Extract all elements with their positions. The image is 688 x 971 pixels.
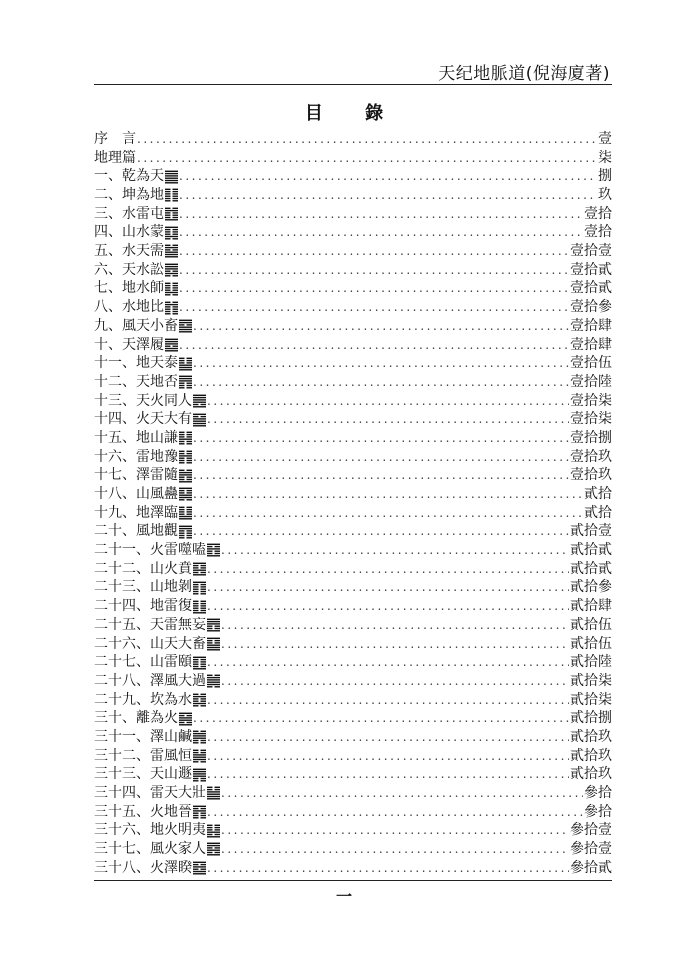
toc-entry-name-group xyxy=(136,709,192,728)
dot-leader xyxy=(179,167,597,186)
toc-entry-name: 離為火 xyxy=(136,710,178,727)
toc-entry-page: 貳拾壹 xyxy=(570,523,612,540)
toc-entry xyxy=(94,392,612,411)
page-number: 一 xyxy=(335,887,352,906)
toc-entry-page: 參拾 xyxy=(584,785,612,802)
toc-entry-name: 天水訟 xyxy=(122,261,164,278)
toc-entry-page: 壹拾陸 xyxy=(570,373,612,390)
hexagram-icon xyxy=(193,656,206,670)
toc-entry-number: 八、 xyxy=(94,299,122,316)
toc-entry-name-group xyxy=(122,205,178,224)
hexagram-icon xyxy=(193,600,206,614)
toc-entry-number: 地理篇 xyxy=(94,149,136,166)
toc-entry-name-group xyxy=(122,167,178,186)
dot-leader xyxy=(207,578,569,597)
toc-entry-name: 山地剝 xyxy=(150,579,192,596)
hexagram-icon xyxy=(193,805,206,819)
toc-entry-name-group xyxy=(122,242,178,261)
toc-entry-name: 水雷屯 xyxy=(122,205,164,222)
toc-entry-name: 澤山鹹 xyxy=(150,728,192,745)
toc-entry-number: 七、 xyxy=(94,280,122,297)
toc-entry-number: 二十、 xyxy=(94,523,136,540)
toc-entry-name-group xyxy=(136,354,192,373)
toc-entry xyxy=(94,541,612,560)
hexagram-icon xyxy=(207,786,220,800)
toc-entry-name-group xyxy=(150,541,220,560)
toc-entry xyxy=(94,280,612,299)
table-of-contents xyxy=(94,130,612,878)
toc-entry-name: 天火同人 xyxy=(136,392,192,409)
toc-entry-number: 二十七、 xyxy=(94,654,150,671)
toc-entry-page: 貳拾玖 xyxy=(570,728,612,745)
toc-entry-name: 雷地豫 xyxy=(136,448,178,465)
toc-entry xyxy=(94,765,612,784)
toc-entry xyxy=(94,261,612,280)
toc-entry-number: 四、 xyxy=(94,224,122,241)
toc-entry-name-group xyxy=(150,840,220,859)
toc-entry-number: 十五、 xyxy=(94,429,136,446)
dot-leader xyxy=(207,765,569,784)
toc-entry-page: 貳拾玖 xyxy=(570,747,612,764)
dot-leader xyxy=(221,635,569,654)
hexagram-icon xyxy=(193,749,206,763)
toc-entry-name: 山雷頤 xyxy=(150,654,192,671)
toc-entry-page: 貳拾柒 xyxy=(570,691,612,708)
dot-leader xyxy=(179,298,569,317)
dot-leader xyxy=(193,448,569,467)
hexagram-icon xyxy=(165,207,178,221)
hexagram-icon xyxy=(193,413,206,427)
toc-entry-name-group xyxy=(150,765,206,784)
hexagram-icon xyxy=(207,543,220,557)
hexagram-icon xyxy=(193,768,206,782)
toc-entry-name-group xyxy=(150,672,220,691)
toc-entry xyxy=(94,466,612,485)
dot-leader xyxy=(137,130,597,149)
toc-entry-page: 玖 xyxy=(598,187,612,204)
toc-entry xyxy=(94,653,612,672)
toc-entry-page: 壹拾貳 xyxy=(570,261,612,278)
toc-entry xyxy=(94,635,612,654)
hexagram-icon xyxy=(179,506,192,520)
toc-entry xyxy=(94,130,612,149)
toc-entry-name-group xyxy=(122,336,178,355)
toc-entry xyxy=(94,317,612,336)
toc-entry xyxy=(94,167,612,186)
toc-entry-number: 三十一、 xyxy=(94,728,150,745)
dot-leader xyxy=(193,354,569,373)
dot-leader xyxy=(179,242,569,261)
toc-entry-name-group xyxy=(150,728,206,747)
toc-entry-name: 乾為天 xyxy=(122,168,164,185)
toc-entry xyxy=(94,336,612,355)
toc-entry-number: 十九、 xyxy=(94,504,136,521)
dot-leader xyxy=(207,691,569,710)
toc-entry-name: 雷天大壯 xyxy=(150,785,206,802)
toc-entry-number: 六、 xyxy=(94,261,122,278)
toc-entry-number: 三十七、 xyxy=(94,841,150,858)
hexagram-icon xyxy=(193,861,206,875)
toc-entry-name: 澤雷隨 xyxy=(136,467,178,484)
toc-entry-page: 貳拾捌 xyxy=(570,710,612,727)
hexagram-icon xyxy=(179,712,192,726)
toc-entry-page: 參拾 xyxy=(584,803,612,820)
dot-leader xyxy=(207,410,569,429)
toc-entry-name-group xyxy=(150,821,220,840)
toc-entry-name-group xyxy=(150,635,220,654)
toc-entry-name: 山風蠱 xyxy=(136,486,178,503)
toc-entry xyxy=(94,691,612,710)
hexagram-icon xyxy=(165,263,178,277)
toc-entry-page: 柒 xyxy=(598,149,612,166)
dot-leader xyxy=(179,279,569,298)
hexagram-icon xyxy=(207,637,220,651)
toc-entry-name: 火澤睽 xyxy=(150,859,192,876)
hexagram-icon xyxy=(179,375,192,389)
toc-entry-name: 山水蒙 xyxy=(122,224,164,241)
toc-entry-name-group xyxy=(150,616,220,635)
toc-entry-page: 貳拾肆 xyxy=(570,598,612,615)
toc-entry-name: 火地晉 xyxy=(150,803,192,820)
hexagram-icon xyxy=(165,188,178,202)
toc-entry-page: 壹拾肆 xyxy=(570,317,612,334)
hexagram-icon xyxy=(193,581,206,595)
toc-entry-number: 二十三、 xyxy=(94,579,150,596)
toc-entry-number: 三十八、 xyxy=(94,859,150,876)
dot-leader xyxy=(137,149,597,168)
toc-entry-number: 三十六、 xyxy=(94,822,150,839)
toc-title: 目 錄 xyxy=(304,103,402,124)
dot-leader xyxy=(221,784,583,803)
toc-entry-number: 三、 xyxy=(94,205,122,222)
toc-entry-name: 山天大畜 xyxy=(150,635,206,652)
dot-leader xyxy=(221,541,569,560)
toc-entry-name-group xyxy=(136,392,206,411)
toc-entry-page: 壹拾捌 xyxy=(570,429,612,446)
hexagram-icon xyxy=(207,618,220,632)
dot-leader xyxy=(207,728,569,747)
toc-entry-name-group xyxy=(122,317,192,336)
toc-entry-name-group xyxy=(122,223,178,242)
toc-entry-number: 二十二、 xyxy=(94,560,150,577)
toc-entry-page: 壹拾壹 xyxy=(570,243,612,260)
toc-entry-page: 壹拾玖 xyxy=(570,448,612,465)
toc-entry-name: 雷風恒 xyxy=(150,747,192,764)
toc-entry-number: 十一、 xyxy=(94,355,136,372)
toc-entry-name: 風地觀 xyxy=(136,523,178,540)
toc-entry-name-group xyxy=(150,747,206,766)
hexagram-icon xyxy=(179,469,192,483)
dot-leader xyxy=(207,597,569,616)
toc-entry-name-group xyxy=(136,410,206,429)
toc-entry xyxy=(94,803,612,822)
toc-entry xyxy=(94,616,612,635)
toc-entry-name-group xyxy=(136,373,192,392)
hexagram-icon xyxy=(207,842,220,856)
dot-leader xyxy=(193,466,569,485)
toc-entry-page: 參拾壹 xyxy=(570,841,612,858)
toc-entry-number: 三十五、 xyxy=(94,803,150,820)
hexagram-icon xyxy=(179,487,192,501)
hexagram-icon xyxy=(193,730,206,744)
toc-entry-name-group xyxy=(122,279,178,298)
toc-entry xyxy=(94,597,612,616)
toc-entry-name: 水地比 xyxy=(122,299,164,316)
dot-leader xyxy=(207,859,569,878)
toc-entry-name-group xyxy=(136,485,192,504)
toc-entry-page: 壹拾 xyxy=(584,224,612,241)
toc-entry-name: 天澤履 xyxy=(122,336,164,353)
dot-leader xyxy=(193,373,569,392)
toc-entry-page: 參拾貳 xyxy=(570,859,612,876)
hexagram-icon xyxy=(193,693,206,707)
toc-entry-page: 壹拾貳 xyxy=(570,280,612,297)
toc-entry xyxy=(94,205,612,224)
toc-entry-name: 地雷復 xyxy=(150,598,192,615)
toc-entry-number: 九、 xyxy=(94,317,122,334)
toc-entry-name-group xyxy=(150,691,206,710)
toc-entry-name: 風天小畜 xyxy=(122,317,178,334)
toc-entry-page: 貳拾陸 xyxy=(570,654,612,671)
toc-entry-page: 貳拾貳 xyxy=(570,542,612,559)
hexagram-icon xyxy=(193,562,206,576)
toc-entry-page: 壹拾玖 xyxy=(570,467,612,484)
toc-entry-name-group xyxy=(150,578,206,597)
toc-entry-name-group xyxy=(122,186,178,205)
toc-entry-number: 三十二、 xyxy=(94,747,150,764)
toc-entry-page: 貳拾玖 xyxy=(570,766,612,783)
toc-entry-number: 十、 xyxy=(94,336,122,353)
toc-entry-name: 地山謙 xyxy=(136,429,178,446)
toc-entry-name-group xyxy=(150,859,206,878)
toc-entry-name: 天山遯 xyxy=(150,766,192,783)
toc-entry xyxy=(94,579,612,598)
toc-entry xyxy=(94,672,612,691)
toc-entry-number: 十四、 xyxy=(94,411,136,428)
toc-entry-number: 十三、 xyxy=(94,392,136,409)
dot-leader xyxy=(207,747,569,766)
toc-entry xyxy=(94,485,612,504)
toc-entry-name: 坎為水 xyxy=(150,691,192,708)
toc-entry-name-group xyxy=(136,466,192,485)
toc-entry xyxy=(94,859,612,878)
toc-entry-number: 二十一、 xyxy=(94,542,150,559)
toc-entry-name: 坤為地 xyxy=(122,187,164,204)
dot-leader xyxy=(179,261,569,280)
header-rule xyxy=(94,84,612,85)
dot-leader xyxy=(207,653,569,672)
dot-leader xyxy=(179,223,583,242)
dot-leader xyxy=(179,186,597,205)
toc-entry-name-group xyxy=(136,448,192,467)
toc-entry-name-group xyxy=(150,784,220,803)
dot-leader xyxy=(207,560,569,579)
hexagram-icon xyxy=(179,357,192,371)
toc-entry-page: 壹拾柒 xyxy=(570,411,612,428)
toc-entry-name: 風火家人 xyxy=(150,841,206,858)
hexagram-icon xyxy=(165,244,178,258)
toc-entry-number: 二十四、 xyxy=(94,598,150,615)
dot-leader xyxy=(179,336,569,355)
toc-entry-page: 壹拾伍 xyxy=(570,355,612,372)
dot-leader xyxy=(207,803,583,822)
dot-leader xyxy=(179,205,583,224)
book-title: 天纪地脈道(倪海廈著) xyxy=(438,64,610,84)
toc-entry-name: 地澤臨 xyxy=(136,504,178,521)
hexagram-icon xyxy=(165,338,178,352)
toc-entry-number: 十七、 xyxy=(94,467,136,484)
dot-leader xyxy=(193,504,583,523)
toc-entry xyxy=(94,840,612,859)
toc-entry xyxy=(94,223,612,242)
toc-entry-name: 山火賁 xyxy=(150,560,192,577)
hexagram-icon xyxy=(179,431,192,445)
toc-entry-name: 水天需 xyxy=(122,243,164,260)
toc-entry-number: 二、 xyxy=(94,187,122,204)
toc-entry-name-group xyxy=(122,298,178,317)
toc-entry-number: 十二、 xyxy=(94,373,136,390)
toc-entry-number: 二十五、 xyxy=(94,616,150,633)
toc-entry-name-group xyxy=(122,261,178,280)
toc-entry-name-group xyxy=(136,429,192,448)
toc-entry-page: 參拾壹 xyxy=(570,822,612,839)
toc-entry xyxy=(94,821,612,840)
toc-entry xyxy=(94,728,612,747)
toc-entry-page: 壹拾 xyxy=(584,205,612,222)
toc-entry-number: 二十六、 xyxy=(94,635,150,652)
hexagram-icon xyxy=(179,319,192,333)
toc-entry-page: 貳拾 xyxy=(584,486,612,503)
toc-entry-name: 地天泰 xyxy=(136,355,178,372)
hexagram-icon xyxy=(207,674,220,688)
toc-entry xyxy=(94,522,612,541)
hexagram-icon xyxy=(179,525,192,539)
toc-entry-page: 壹 xyxy=(598,130,612,147)
toc-entry-number: 序 言 xyxy=(94,130,136,147)
toc-entry-name: 天地否 xyxy=(136,373,178,390)
toc-entry xyxy=(94,149,612,168)
toc-entry xyxy=(94,410,612,429)
hexagram-icon xyxy=(165,282,178,296)
toc-entry-name: 天雷無妄 xyxy=(150,616,206,633)
toc-entry-number: 三十、 xyxy=(94,710,136,727)
dot-leader xyxy=(221,840,569,859)
toc-entry-name-group xyxy=(150,653,206,672)
toc-entry-number: 三十四、 xyxy=(94,785,150,802)
toc-entry-number: 二十九、 xyxy=(94,691,150,708)
toc-entry-page: 貳拾貳 xyxy=(570,560,612,577)
dot-leader xyxy=(193,317,569,336)
toc-entry-number: 五、 xyxy=(94,243,122,260)
toc-entry-name-group xyxy=(150,560,206,579)
toc-entry-number: 一、 xyxy=(94,168,122,185)
toc-entry xyxy=(94,373,612,392)
toc-entry-name-group xyxy=(136,504,192,523)
toc-entry-number: 二十八、 xyxy=(94,672,150,689)
toc-entry-number: 十八、 xyxy=(94,486,136,503)
toc-entry-page: 貳拾柒 xyxy=(570,672,612,689)
toc-entry-number: 三十三、 xyxy=(94,766,150,783)
toc-entry xyxy=(94,354,612,373)
dot-leader xyxy=(221,672,569,691)
toc-entry xyxy=(94,298,612,317)
toc-entry-page: 壹拾肆 xyxy=(570,336,612,353)
dot-leader xyxy=(221,616,569,635)
hexagram-icon xyxy=(193,394,206,408)
toc-entry xyxy=(94,448,612,467)
toc-entry xyxy=(94,504,612,523)
dot-leader xyxy=(221,821,569,840)
toc-entry-name: 火雷噬嗑 xyxy=(150,542,206,559)
toc-entry-page: 貳拾參 xyxy=(570,579,612,596)
toc-entry-page: 貳拾伍 xyxy=(570,635,612,652)
toc-entry-name: 地火明夷 xyxy=(150,822,206,839)
toc-entry xyxy=(94,560,612,579)
toc-entry-name: 澤風大過 xyxy=(150,672,206,689)
toc-entry xyxy=(94,709,612,728)
footer-rule xyxy=(94,880,612,881)
toc-entry xyxy=(94,747,612,766)
dot-leader xyxy=(193,485,583,504)
toc-entry-page: 貳拾伍 xyxy=(570,616,612,633)
toc-entry-name: 地水師 xyxy=(122,280,164,297)
dot-leader xyxy=(207,392,569,411)
toc-entry-name-group xyxy=(136,522,192,541)
hexagram-icon xyxy=(165,226,178,240)
dot-leader xyxy=(193,709,569,728)
hexagram-icon xyxy=(179,450,192,464)
hexagram-icon xyxy=(165,301,178,315)
toc-entry-page: 貳拾 xyxy=(584,504,612,521)
hexagram-icon xyxy=(165,170,178,184)
toc-entry-page: 壹拾柒 xyxy=(570,392,612,409)
toc-entry-page: 壹拾參 xyxy=(570,299,612,316)
dot-leader xyxy=(193,522,569,541)
toc-entry-number: 十六、 xyxy=(94,448,136,465)
toc-entry xyxy=(94,242,612,261)
toc-entry-name-group xyxy=(150,597,206,616)
toc-entry-page: 捌 xyxy=(598,168,612,185)
toc-entry-name: 火天大有 xyxy=(136,411,192,428)
toc-entry xyxy=(94,186,612,205)
toc-entry-name-group xyxy=(150,803,206,822)
hexagram-icon xyxy=(207,824,220,838)
toc-entry xyxy=(94,429,612,448)
toc-entry xyxy=(94,784,612,803)
dot-leader xyxy=(193,429,569,448)
